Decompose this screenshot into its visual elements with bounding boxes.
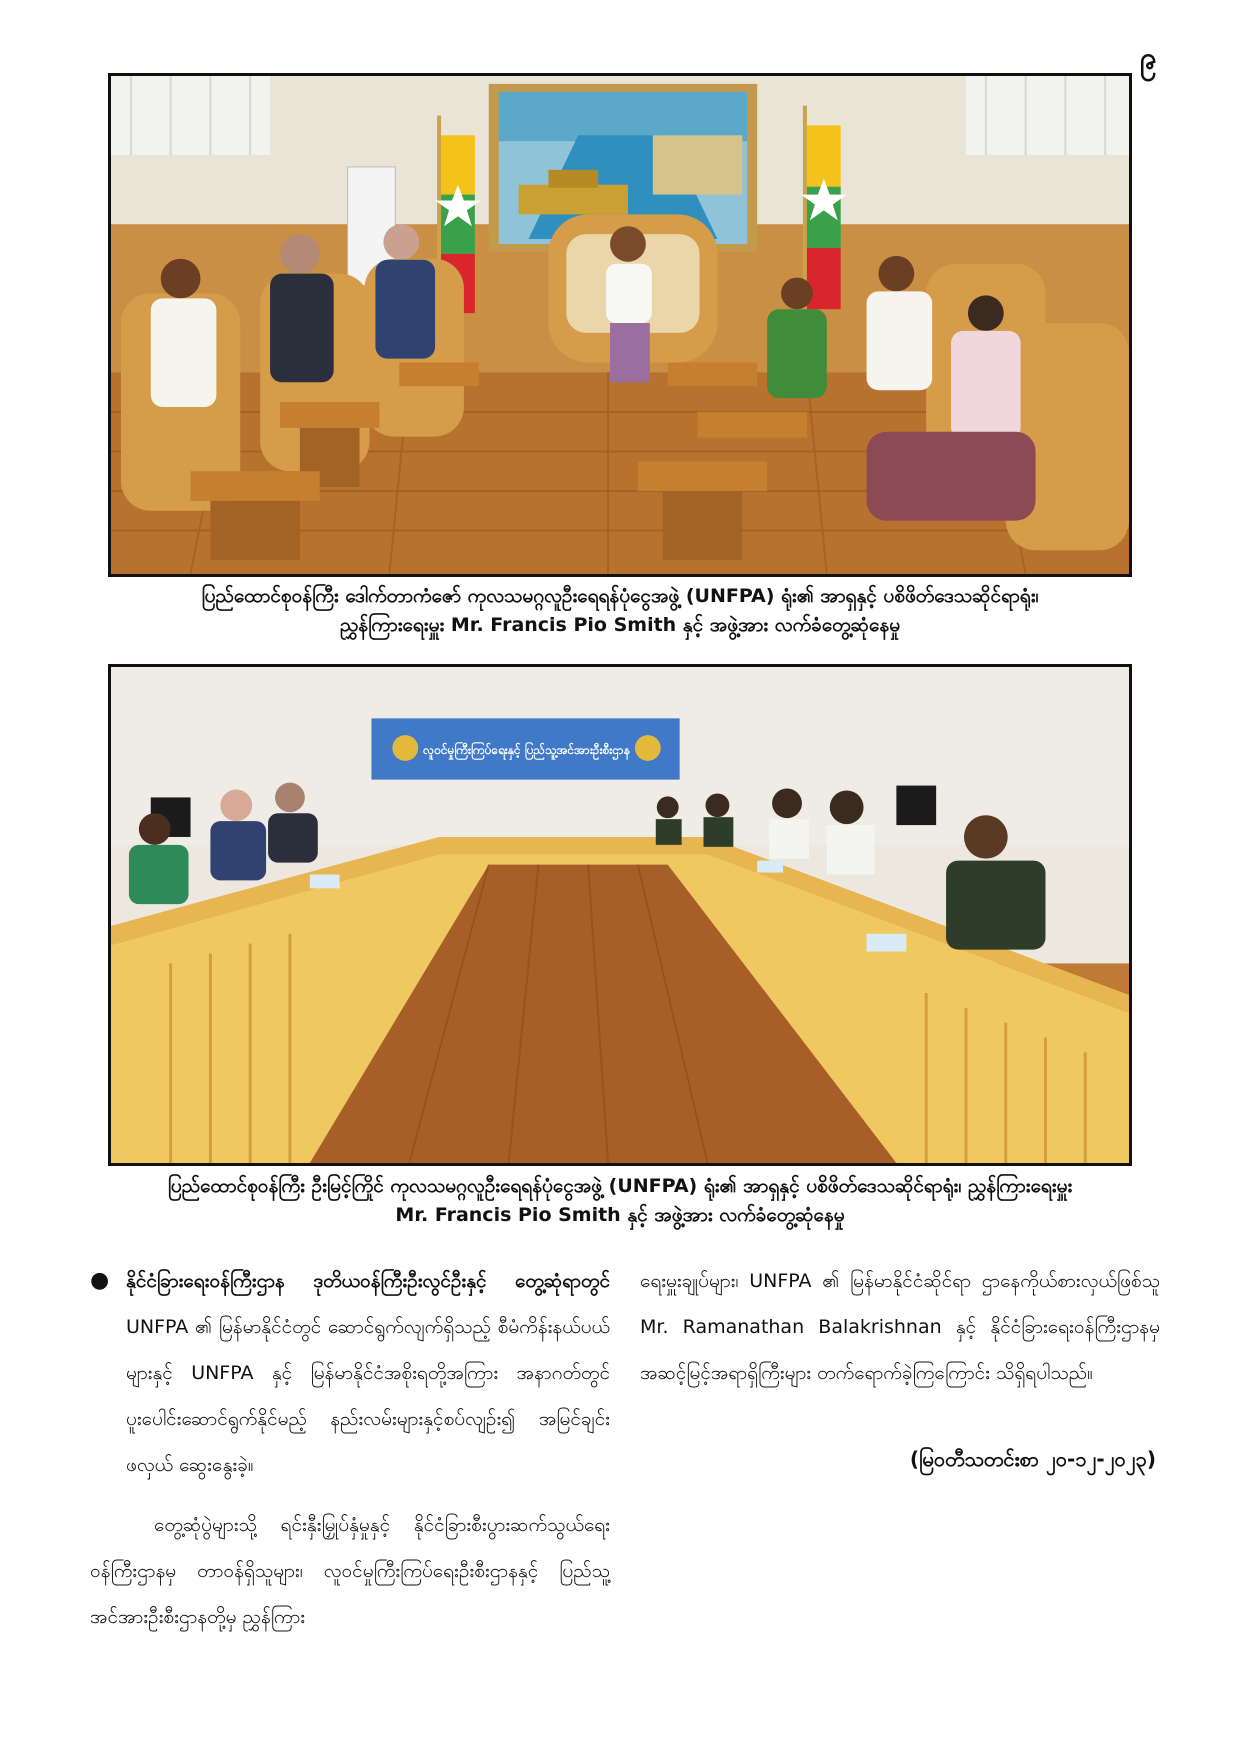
page-number: ၉ — [1140, 41, 1157, 76]
photo-1-caption — [100, 582, 1140, 640]
photo-1-caption-line-2: ညွှန်ကြားရေးမှူး Mr. Francis Pio Smith နှင့် အဖွဲ့အား လက်ခံတွေ့ဆုံနေမှု — [339, 614, 901, 636]
bullet-icon: ● — [90, 1268, 110, 1293]
right-paragraph: ရေးမှူးချုပ်များ၊ UNFPA ၏ မြန်မာနိုင်ငံဆိုင်ရာ ဌာနေကိုယ်စားလှယ်ဖြစ်သူ Mr. Ramanathan Balakrishnan နှင့် နိုင်ငံခြားရေးဝန်ကြီးဌာနမှ အဆင့်မြင့်အရာရှိကြီးများ တက်ရောက်ခဲ့ကြကြောင်း သိရှိရပါသည်။ — [640, 1270, 1160, 1384]
article-left-column — [90, 1258, 610, 1640]
meeting-photo-1 — [108, 73, 1132, 577]
bullet-paragraph — [90, 1258, 610, 1488]
bullet-bold-text: နိုင်ငံခြားရေးဝန်ကြီးဌာန ဒုတိယဝန်ကြီးဦးလွင်ဦးနှင့် တွေ့ဆုံရာတွင် — [126, 1270, 610, 1292]
banner-text: လူဝင်မှုကြီးကြပ်ရေးနှင့် ပြည်သူ့အင်အားဦးစီးဌာန — [423, 742, 631, 757]
paragraph-2: တွေ့ဆုံပွဲများသို့ ရင်းနှီးမြှုပ်နှံမှုနှင့် နိုင်ငံခြားစီးပွားဆက်သွယ်ရေးဝန်ကြီးဌာနမှ တာဝန်ရှိသူများ၊ လူဝင်မှုကြီးကြပ်ရေးဦးစီးဌာနနှင့် ပြည်သူ့အင်အားဦးစီးဌာနတို့မှ ညွှန်ကြား — [90, 1514, 610, 1628]
meeting-photo-2 — [108, 664, 1132, 1166]
photo-2-caption-line-1: ပြည်ထောင်စုဝန်ကြီး ဦးမြင့်ကြိုင် ကုလသမဂ္ဂလူဦးရေရန်ပုံငွေအဖွဲ့ (UNFPA) ရုံး၏ အာရှနှင့် ပစိဖိတ်ဒေသဆိုင်ရာရုံး၊ ညွှန်ကြားရေးမှူး — [167, 1175, 1073, 1197]
article-right-column — [640, 1258, 1160, 1482]
photo-2-caption — [90, 1172, 1150, 1230]
photo-1-caption-line-1: ပြည်ထောင်စုဝန်ကြီး ဒေါက်တာကံဇော် ကုလသမဂ္ဂလူဦးရေရန်ပုံငွေအဖွဲ့ (UNFPA) ရုံး၏ အာရှနှင့် ပစိဖိတ်ဒေသဆိုင်ရာရုံး၊ — [201, 585, 1039, 607]
news-source: (မြဝတီသတင်းစာ ၂၀-၁၂-၂၀၂၃) — [909, 1447, 1156, 1471]
photo-2-caption-line-2: Mr. Francis Pio Smith နှင့် အဖွဲ့အား လက်ခံတွေ့ဆုံနေမှု — [395, 1204, 845, 1226]
bullet-body-text: UNFPA ၏ မြန်မာနိုင်ငံတွင် ဆောင်ရွက်လျက်ရှိသည့် စီမံကိန်းနယ်ပယ်များနှင့် UNFPA နှင့် မြန်မာနိုင်ငံအစိုးရတို့အကြား အနာဂတ်တွင် ပူးပေါင်းဆောင်ရွက်နိုင်မည့် နည်းလမ်းများနှင့်စပ်လျဉ်း၍ အမြင်ချင်းဖလှယ် ဆွေးနွေးခဲ့။ — [126, 1316, 610, 1476]
bullet-text — [126, 1258, 610, 1488]
